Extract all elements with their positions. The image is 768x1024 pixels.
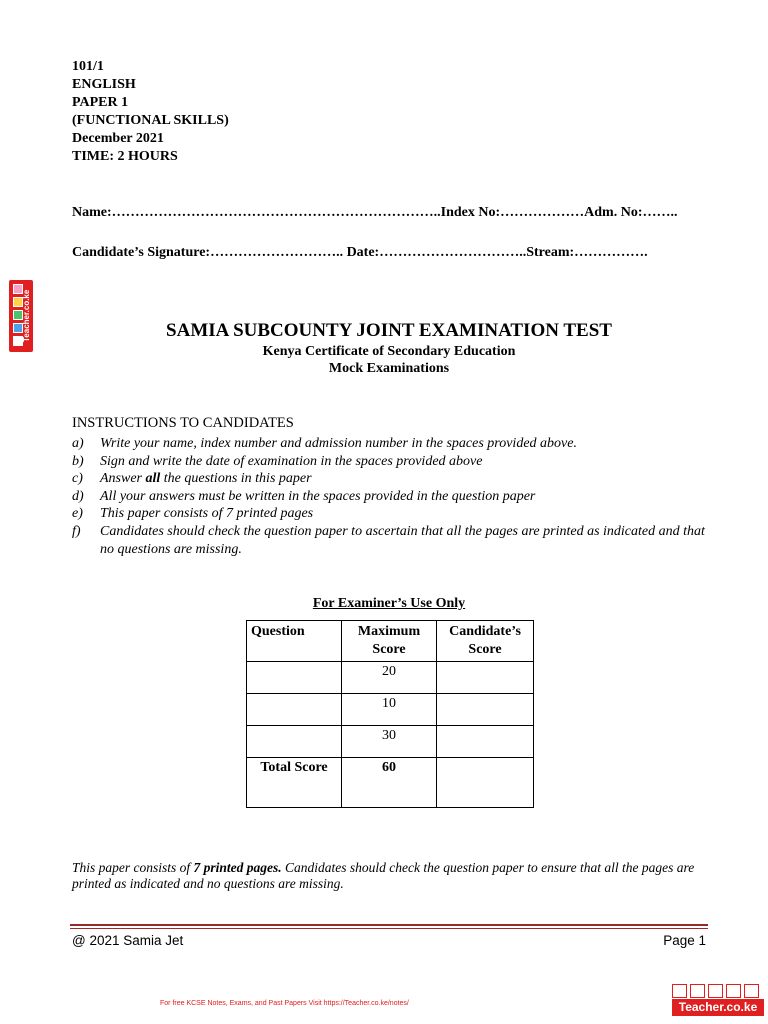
total-label: Total Score — [247, 758, 342, 808]
instruction-item: d) All your answers must be written in the spaces provided in the question paper — [72, 488, 536, 504]
side-logo-text: Teacher.co.ke — [22, 289, 31, 343]
question-cell — [247, 694, 342, 726]
header-question: Question — [247, 621, 342, 662]
examiner-score-table — [246, 620, 534, 808]
exam-date: December 2021 — [72, 131, 164, 146]
instruction-item: f) Candidates should check the question paper to ascertain that all the pages are printed as indicated and that no questions are missing. — [72, 523, 705, 557]
question-cell — [247, 726, 342, 758]
exam-subtitle-2: Mock Examinations — [328, 361, 450, 376]
instructions-heading: INSTRUCTIONS TO CANDIDATES — [72, 415, 294, 431]
total-max-score: 60 — [342, 758, 437, 808]
page-number: Page 1 — [663, 933, 706, 948]
header-max-score: Maximum Score — [342, 621, 437, 662]
signature-date-line: Candidate’s Signature:……………………….. Date:…………………………..Stream:……………. — [72, 245, 648, 260]
max-score-cell: 30 — [342, 726, 437, 758]
exam-subtitle: Kenya Certificate of Secondary Education — [262, 344, 516, 359]
table-row — [247, 726, 534, 758]
logo-block-icon — [744, 984, 759, 998]
footer-rule — [70, 924, 708, 926]
header-candidate-score: Candidate’s Score — [437, 621, 534, 662]
exam-time: TIME: 2 HOURS — [72, 149, 178, 164]
logo-block-icon — [726, 984, 741, 998]
total-candidate-score — [437, 758, 534, 808]
max-score-cell: 20 — [342, 662, 437, 694]
question-cell — [247, 662, 342, 694]
brand-logo-text: Teacher.co.ke — [672, 999, 764, 1016]
brand-logo[interactable] — [672, 982, 764, 1018]
instruction-item: a) Write your name, index number and admission number in the spaces provided above. — [72, 436, 577, 451]
instruction-item: e) This paper consists of 7 printed pages — [72, 506, 314, 522]
instructions-list — [72, 435, 712, 558]
table-header-row — [247, 621, 534, 662]
paper-title: (FUNCTIONAL SKILLS) — [72, 113, 229, 128]
logo-block-icon — [708, 984, 723, 998]
pages-note: This paper consists of 7 printed pages. Candidates should check the question paper to ensure that all the pages are printed as indicated and no questions are missing. — [72, 860, 695, 891]
candidate-score-cell — [437, 662, 534, 694]
examiner-table-caption: For Examiner’s Use Only — [312, 596, 466, 611]
exam-title: SAMIA SUBCOUNTY JOINT EXAMINATION TEST — [166, 320, 612, 341]
instruction-item: c) Answer all the questions in this paper — [72, 471, 312, 487]
candidate-score-cell — [437, 694, 534, 726]
logo-block-icon — [672, 984, 687, 998]
table-row — [247, 662, 534, 694]
table-row — [247, 694, 534, 726]
paper-number: PAPER 1 — [72, 95, 129, 110]
table-total-row — [247, 758, 534, 808]
logo-block-icon — [690, 984, 705, 998]
candidate-score-cell — [437, 726, 534, 758]
copyright: @ 2021 Samia Jet — [72, 933, 184, 948]
instruction-item: b) Sign and write the date of examination in the spaces provided above — [72, 453, 483, 469]
paper-code: 101/1 — [72, 59, 104, 74]
max-score-cell: 10 — [342, 694, 437, 726]
footer-rule-thin — [70, 928, 708, 929]
promo-link[interactable]: For free KCSE Notes, Exams, and Past Papers Visit https://Teacher.co.ke/notes/ — [160, 1000, 409, 1007]
candidate-details-line: Name:……………………………………………………………..Index No:………………Adm. No:…….. — [72, 205, 678, 220]
subject: ENGLISH — [72, 77, 136, 92]
